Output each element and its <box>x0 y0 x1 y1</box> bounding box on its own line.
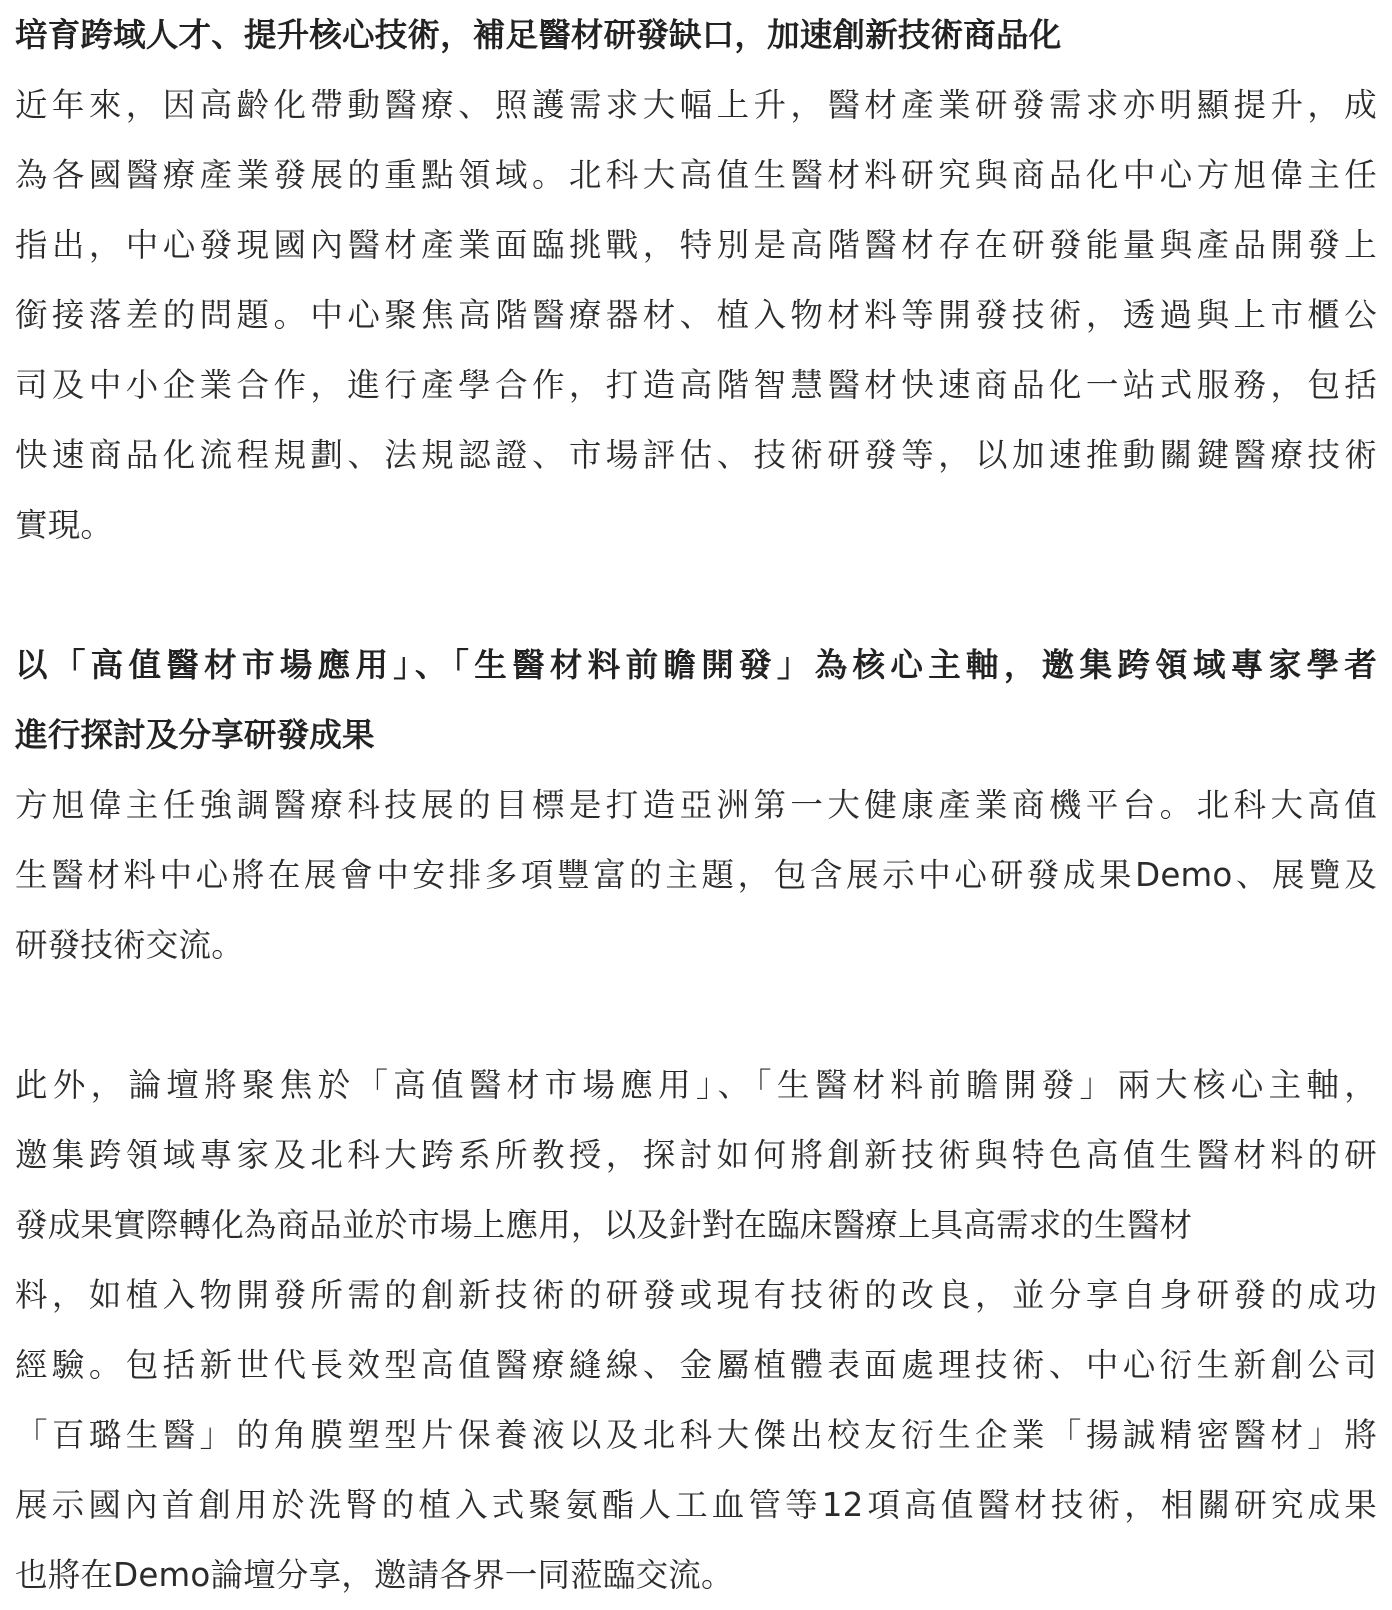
paragraph-line: 經驗。包括新世代長效型高值醫療縫線、金屬植體表面處理技術、中心衍生新創公司 <box>15 1346 1377 1384</box>
paragraph-spacer <box>15 560 1377 630</box>
paragraph-line: 指出，中心發現國內醫材產業面臨挑戰，特別是高階醫材存在研發能量與產品開發上 <box>15 226 1377 264</box>
paragraph-line: 研發技術交流。 <box>15 926 244 964</box>
paragraph-line: 邀集跨領域專家及北科大跨系所教授，探討如何將創新技術與特色高值生醫材料的研 <box>15 1136 1377 1174</box>
paragraph-line: 方旭偉主任強調醫療科技展的目標是打造亞洲第一大健康產業商機平台。北科大高值 <box>15 786 1377 824</box>
heading-line: 以「高值醫材市場應用」、「生醫材料前瞻開發」為核心主軸，邀集跨領域專家學者 <box>15 646 1377 684</box>
paragraph-line: 發成果實際轉化為商品並於市場上應用，以及針對在臨床醫療上具高需求的生醫材 <box>15 1206 1193 1244</box>
paragraph-line: 展示國內首創用於洗腎的植入式聚氨酯人工血管等12項高值醫材技術，相關研究成果 <box>15 1486 1377 1524</box>
paragraph-forum-details <box>15 1050 1377 1610</box>
paragraph-line: 「百璐生醫」的角膜塑型片保養液以及北科大傑出校友衍生企業「揚誠精密醫材」將 <box>15 1416 1377 1454</box>
paragraph-line: 料，如植入物開發所需的創新技術的研發或現有技術的改良，並分享自身研發的成功 <box>15 1276 1377 1314</box>
paragraph-line: 也將在Demo論壇分享，邀請各界一同蒞臨交流。 <box>15 1556 734 1594</box>
paragraph-line: 近年來，因高齡化帶動醫療、照護需求大幅上升，醫材產業研發需求亦明顯提升，成 <box>15 86 1377 124</box>
heading-line: 培育跨域人才、提升核心技術，補足醫材研發缺口，加速創新技術商品化 <box>15 16 1062 54</box>
paragraph-line: 司及中小企業合作，進行產學合作，打造高階智慧醫材快速商品化一站式服務，包括 <box>15 366 1377 404</box>
paragraph-line: 銜接落差的問題。中心聚焦高階醫療器材、植入物材料等開發技術，透過與上市櫃公 <box>15 296 1377 334</box>
paragraph-line: 生醫材料中心將在展會中安排多項豐富的主題，包含展示中心研發成果Demo、展覽及 <box>15 856 1377 894</box>
paragraph-line: 此外，論壇將聚焦於「高值醫材市場應用」、「生醫材料前瞻開發」兩大核心主軸， <box>15 1066 1377 1104</box>
heading-line: 進行探討及分享研發成果 <box>15 716 375 754</box>
paragraph-line: 實現。 <box>15 506 114 544</box>
paragraph-medical-demand <box>15 70 1377 560</box>
section-heading-talent <box>15 0 1377 70</box>
paragraph-expo-goal <box>15 770 1377 980</box>
paragraph-line: 快速商品化流程規劃、法規認證、市場評估、技術研發等，以加速推動關鍵醫療技術 <box>15 436 1377 474</box>
article-body <box>15 0 1377 1610</box>
section-heading-core-axes <box>15 630 1377 770</box>
paragraph-spacer <box>15 980 1377 1050</box>
paragraph-line: 為各國醫療產業發展的重點領域。北科大高值生醫材料研究與商品化中心方旭偉主任 <box>15 156 1377 194</box>
